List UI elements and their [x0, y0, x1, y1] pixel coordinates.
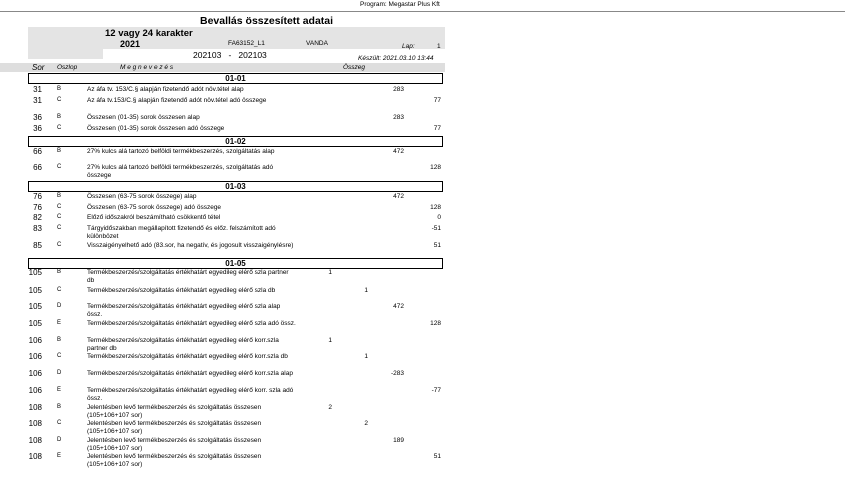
- row-number: 105: [28, 302, 42, 311]
- row-amount: -51: [431, 225, 441, 232]
- row-number: 108: [28, 452, 42, 461]
- row-number: 106: [28, 369, 42, 378]
- row-column-code: D: [57, 437, 62, 443]
- row-column-code: C: [57, 214, 62, 220]
- col-oszlop: Oszlop: [57, 64, 78, 71]
- row-description: Termékbeszerzés/szolgáltatás értékhatárt egyedileg elérő szla adó össz.: [87, 320, 296, 327]
- program-name: Program: Megastar Plus Kft: [360, 1, 440, 8]
- col-osszeg: Összeg: [343, 64, 366, 71]
- row-number: 36: [33, 113, 42, 122]
- section-header: 01-05: [28, 258, 443, 269]
- row-number: 108: [28, 403, 42, 412]
- character-mode: 12 vagy 24 karakter: [105, 28, 193, 39]
- period: [193, 50, 267, 60]
- row-amount: 128: [430, 320, 441, 327]
- row-column-code: C: [57, 353, 62, 359]
- report-year: 2021: [120, 39, 141, 49]
- row-amount: -283: [390, 370, 404, 377]
- row-amount: 0: [437, 214, 441, 221]
- row-description: Termékbeszerzés/szolgáltatás értékhatárt egyedileg elérő szla db: [87, 287, 276, 294]
- row-number: 106: [28, 336, 42, 345]
- section-header: 01-03: [28, 181, 443, 192]
- header-shade-left: [28, 27, 103, 59]
- row-amount: 283: [393, 86, 404, 93]
- row-column-code: D: [57, 303, 62, 309]
- row-number: 106: [28, 386, 42, 395]
- created-timestamp: Készült: 2021.03.10 13:44: [358, 55, 434, 62]
- row-description: Előző időszakról beszámítható csökkentő tétel: [87, 214, 221, 221]
- row-description: 27% kulcs alá tartozó belföldi termékbeszerzés, szolgáltatás adó összege: [87, 164, 274, 179]
- row-amount: 2: [328, 404, 332, 411]
- row-description: Az áfa tv. 153/C.§ alapján fizetendő adót növ.tétel alap: [87, 86, 244, 93]
- period-from: 202103: [193, 50, 222, 60]
- row-number: 76: [33, 203, 42, 212]
- row-amount: 51: [433, 242, 441, 249]
- section-header: 01-02: [28, 136, 443, 147]
- user-name: VANDA: [306, 40, 328, 47]
- row-number: 31: [33, 85, 42, 94]
- row-description: Összesen (63-75 sorok összege) adó összege: [87, 204, 222, 211]
- row-description: Termékbeszerzés/szolgáltatás értékhatárt egyedileg elérő korr.szla partner db: [87, 337, 279, 352]
- row-column-code: E: [57, 320, 62, 326]
- row-description: Az áfa tv.153/C.§ alapján fizetendő adót növ.tétel adó összege: [87, 97, 267, 104]
- report-title: Bevallás összesített adatai: [200, 15, 334, 27]
- top-rule: [0, 11, 845, 12]
- row-description: Visszaigényelhető adó (83.sor, ha negatív, és jogosult visszaigénylésre): [87, 242, 294, 249]
- col-megnevezes: M e g n e v e z é s: [120, 64, 174, 71]
- row-column-code: C: [57, 204, 62, 210]
- row-number: 85: [33, 241, 42, 250]
- row-number: 106: [28, 352, 42, 361]
- row-description: Jelentésben levő termékbeszerzés és szolgáltatás összesen (105+106+107 sor): [87, 404, 262, 419]
- row-amount: 2: [364, 420, 368, 427]
- row-description: Összesen (01-35) sorok összesen alap: [87, 114, 200, 121]
- row-number: 105: [28, 286, 42, 295]
- row-description: Termékbeszerzés/szolgáltatás értékhatárt egyedileg elérő korr.szla alap: [87, 370, 293, 377]
- row-amount: 189: [393, 437, 404, 444]
- row-description: Tárgyidőszakban megállapított fizetendő és előz. felszámított adó különbözet: [87, 225, 276, 240]
- row-number: 31: [33, 96, 42, 105]
- row-number: 66: [33, 163, 42, 172]
- row-number: 76: [33, 192, 42, 201]
- row-amount: 128: [430, 164, 441, 171]
- row-column-code: C: [57, 287, 62, 293]
- row-column-code: D: [57, 370, 62, 376]
- row-number: 66: [33, 147, 42, 156]
- row-description: Jelentésben levő termékbeszerzés és szolgáltatás összesen (105+106+107 sor): [87, 420, 262, 435]
- row-amount: 1: [328, 269, 332, 276]
- row-column-code: B: [57, 404, 62, 410]
- row-column-code: B: [57, 86, 62, 92]
- row-description: Termékbeszerzés/szolgáltatás értékhatárt egyedileg elérő szla alap össz.: [87, 303, 281, 318]
- row-number: 36: [33, 124, 42, 133]
- row-number: 105: [28, 319, 42, 328]
- row-column-code: C: [57, 225, 62, 231]
- row-number: 108: [28, 436, 42, 445]
- row-column-code: B: [57, 337, 62, 343]
- row-amount: 472: [393, 148, 404, 155]
- row-column-code: E: [57, 387, 62, 393]
- row-number: 83: [33, 224, 42, 233]
- row-description: Termékbeszerzés/szolgáltatás értékhatárt egyedileg elérő korr. szla adó össz.: [87, 387, 294, 402]
- row-column-code: C: [57, 420, 62, 426]
- row-amount: 1: [364, 287, 368, 294]
- form-code: FA63152_L1: [228, 40, 265, 47]
- row-number: 105: [28, 268, 42, 277]
- row-column-code: B: [57, 114, 62, 120]
- row-column-code: C: [57, 125, 62, 131]
- row-amount: 77: [433, 125, 441, 132]
- row-column-code: B: [57, 148, 62, 154]
- row-amount: 51: [433, 453, 441, 460]
- row-column-code: B: [57, 193, 62, 199]
- row-amount: -77: [431, 387, 441, 394]
- row-amount: 472: [393, 193, 404, 200]
- row-amount: 128: [430, 204, 441, 211]
- row-column-code: C: [57, 97, 62, 103]
- row-description: Termékbeszerzés/szolgáltatás értékhatárt egyedileg elérő szla partner db: [87, 269, 289, 284]
- row-description: Jelentésben levő termékbeszerzés és szolgáltatás összesen (105+106+107 sor): [87, 437, 262, 452]
- row-number: 108: [28, 419, 42, 428]
- row-amount: 283: [393, 114, 404, 121]
- period-separator: -: [228, 50, 232, 60]
- row-description: Termékbeszerzés/szolgáltatás értékhatárt egyedileg elérő korr.szla db: [87, 353, 288, 360]
- page-number: 1: [437, 43, 441, 50]
- col-sor: Sor: [32, 63, 45, 72]
- period-to: 202103: [238, 50, 267, 60]
- row-amount: 472: [393, 303, 404, 310]
- row-amount: 77: [433, 97, 441, 104]
- page-label: Lap:: [402, 43, 415, 50]
- row-number: 82: [33, 213, 42, 222]
- row-description: 27% kulcs alá tartozó belföldi termékbeszerzés, szolgáltatás alap: [87, 148, 275, 155]
- row-amount: 1: [328, 337, 332, 344]
- row-amount: 1: [364, 353, 368, 360]
- row-column-code: E: [57, 453, 62, 459]
- row-column-code: C: [57, 242, 62, 248]
- row-description: Összesen (01-35) sorok összesen adó összege: [87, 125, 225, 132]
- row-column-code: B: [57, 269, 62, 275]
- section-header: 01-01: [28, 73, 443, 84]
- row-description: Összesen (63-75 sorok összege) alap: [87, 193, 197, 200]
- row-description: Jelentésben levő termékbeszerzés és szolgáltatás összesen (105+106+107 sor): [87, 453, 262, 468]
- row-column-code: C: [57, 164, 62, 170]
